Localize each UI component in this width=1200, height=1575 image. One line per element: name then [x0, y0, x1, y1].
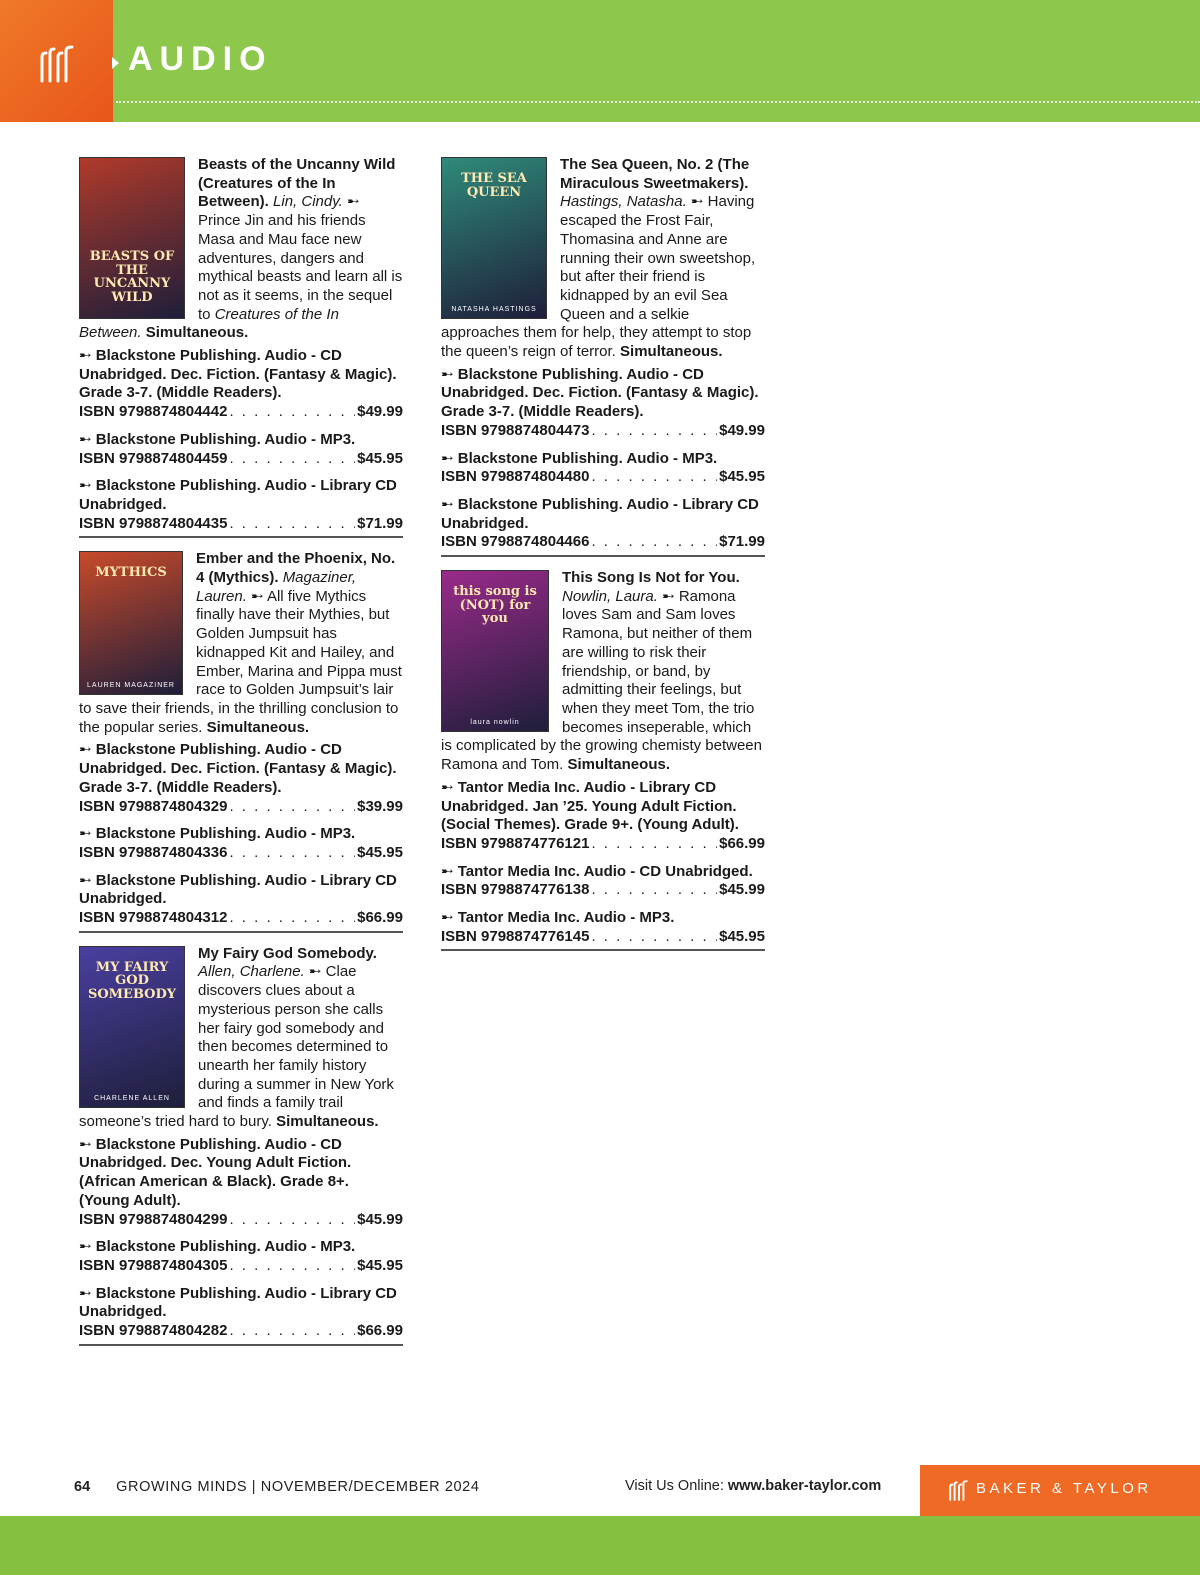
isbn-row	[441, 533, 765, 552]
price: $66.99	[719, 834, 765, 852]
isbn-row	[441, 835, 765, 854]
cover-title: this song is (NOT) for you	[453, 584, 537, 627]
visit-label: Visit Us Online:	[625, 1478, 724, 1494]
description-text: Ramona loves Sam and Sam loves Ramona, but neither of them are willing to risk their friendship, or band, by admitting their feelings, but when they meet Tom, the trio becomes inseperable, which is complicated by the growing chemisty between Ramona and Tom.	[441, 587, 762, 774]
description-text: Creatures of the In Between.	[79, 305, 339, 342]
price: $45.95	[357, 843, 403, 861]
isbn-number: ISBN 9798874804282	[79, 1322, 228, 1340]
book-title: Ember and the Phoenix, No. 4 (Mythics).	[196, 550, 396, 587]
arrow-icon: ➸	[251, 587, 264, 605]
dot-leader	[229, 1257, 355, 1276]
price: $45.95	[357, 449, 403, 467]
isbn-row	[79, 1211, 403, 1230]
book-cover-image	[79, 551, 183, 695]
arrow-icon: ➸	[662, 587, 675, 605]
logo-block	[0, 0, 113, 122]
format-publisher: ➸ Blackstone Publishing. Audio - MP3.	[79, 430, 356, 448]
price: $66.99	[357, 1322, 403, 1340]
price: $45.99	[719, 881, 765, 899]
format-publisher: ➸ Tantor Media Inc. Audio - MP3.	[441, 909, 675, 927]
format-listing	[79, 347, 403, 422]
book-title: My Fairy God Somebody.	[198, 944, 377, 962]
isbn-number: ISBN 9798874804442	[79, 403, 228, 421]
footer-publication	[74, 1479, 480, 1495]
format-listing	[79, 872, 403, 928]
isbn-number: ISBN 9798874804480	[441, 468, 590, 486]
book-entry	[79, 156, 403, 538]
book-cover-image	[79, 157, 185, 319]
baker-taylor-logo-icon	[948, 1478, 970, 1502]
isbn-row	[79, 1257, 403, 1276]
book-entry	[79, 550, 403, 932]
cover-title: BEASTS OF THE UNCANNY WILD	[89, 249, 175, 305]
price: $66.99	[357, 909, 403, 927]
format-publisher: ➸ Blackstone Publishing. Audio - Library CD Unabridged.	[79, 1284, 397, 1321]
cover-title: THE SEA QUEEN	[461, 171, 527, 200]
book-cover-image	[441, 570, 549, 732]
format-publisher: ➸ Blackstone Publishing. Audio - Library CD Unabridged.	[79, 477, 397, 513]
book-cover-image	[441, 157, 547, 319]
dot-leader	[591, 468, 717, 487]
dot-leader	[591, 835, 717, 854]
isbn-row	[441, 468, 765, 487]
cover-author: LAUREN MAGAZINER	[87, 682, 175, 690]
dot-leader	[229, 909, 355, 928]
book-author: Magaziner, Lauren.	[196, 569, 357, 605]
format-listing	[441, 496, 765, 552]
isbn-number: ISBN 9798874776138	[441, 881, 590, 899]
price: $45.95	[719, 468, 765, 486]
format-publisher: ➸ Tantor Media Inc. Audio - CD Unabridged.	[441, 862, 753, 880]
dot-leader	[229, 1322, 355, 1341]
baker-taylor-logo-icon	[38, 43, 78, 83]
dot-leader	[229, 844, 355, 863]
website-link[interactable]: www.baker-taylor.com	[727, 1478, 882, 1494]
book-description	[79, 550, 403, 737]
format-publisher: ➸ Blackstone Publishing. Audio - Library CD Unabridged.	[79, 871, 397, 908]
price: $71.99	[357, 514, 403, 532]
isbn-row	[79, 798, 403, 817]
format-publisher: ➸ Blackstone Publishing. Audio - CD Unabridged. Dec. Fiction. (Fantasy & Magic). Grade 3-7. (Middle Readers).	[79, 347, 397, 402]
dot-leader	[591, 881, 717, 900]
cover-title: MY FAIRY GOD SOMEBODY	[87, 959, 177, 1002]
simultaneous-label: Simultaneous.	[145, 324, 249, 342]
isbn-number: ISBN 9798874804466	[441, 533, 590, 551]
isbn-row	[79, 844, 403, 863]
simultaneous-label: Simultaneous.	[567, 756, 670, 774]
dot-leader	[229, 798, 355, 817]
isbn-row	[79, 450, 403, 469]
price: $45.95	[719, 927, 765, 945]
book-author: Nowlin, Laura.	[562, 587, 658, 605]
simultaneous-label: Simultaneous.	[276, 1113, 379, 1131]
format-listing	[79, 741, 403, 816]
brand-name: BAKER & TAYLOR	[976, 1480, 1152, 1497]
format-publisher: ➸ Blackstone Publishing. Audio - MP3.	[79, 825, 356, 843]
format-listing	[441, 366, 765, 441]
book-cover-image	[79, 946, 185, 1108]
format-listing	[79, 1238, 403, 1275]
book-description	[79, 156, 403, 343]
book-title: Beasts of the Uncanny Wild (Creatures of the In Between).	[198, 156, 396, 211]
format-publisher: ➸ Blackstone Publishing. Audio - MP3.	[79, 1238, 356, 1256]
dot-leader	[591, 533, 717, 552]
right-column	[441, 156, 765, 963]
format-listing	[441, 450, 765, 487]
isbn-row	[79, 909, 403, 928]
format-publisher: ➸ Blackstone Publishing. Audio - CD Unabridged. Dec. Young Adult Fiction. (African American & Black). Grade 8+. (Young Adult).	[79, 1135, 352, 1209]
description-text: All five Mythics finally have their Mythies, but Golden Jumpsuit has kidnapped Kit and Hailey, and Ember, Marina and Pippa must race to Golden Jumpsuit’s lair to save their friends, in the thrilling conclusion to the popular series.	[79, 587, 402, 736]
book-title: This Song Is Not for You.	[562, 569, 740, 587]
arrow-icon: ➸	[690, 193, 704, 211]
price: $71.99	[719, 533, 765, 551]
section-title: AUDIO	[128, 40, 273, 78]
dot-leader	[591, 928, 717, 947]
cover-author: CHARLENE ALLEN	[94, 1094, 170, 1102]
footer-brand-block	[920, 1465, 1200, 1516]
left-column	[79, 156, 403, 1358]
dot-leader	[229, 1211, 355, 1230]
isbn-row	[79, 1322, 403, 1341]
format-listing	[441, 909, 765, 946]
book-author: Hastings, Natasha.	[560, 193, 687, 211]
isbn-row	[79, 403, 403, 422]
price: $45.95	[357, 1256, 403, 1274]
format-listing	[79, 1136, 403, 1230]
header-arrow-icon	[112, 57, 119, 69]
book-entry	[79, 945, 403, 1346]
bottom-green-bar	[0, 1516, 1200, 1575]
isbn-number: ISBN 9798874804473	[441, 421, 590, 439]
isbn-number: ISBN 9798874804435	[79, 514, 228, 532]
simultaneous-label: Simultaneous.	[206, 718, 310, 736]
format-publisher: ➸ Blackstone Publishing. Audio - CD Unabridged. Dec. Fiction. (Fantasy & Magic). Grade 3-7. (Middle Readers).	[79, 741, 397, 796]
dot-leader	[591, 422, 717, 441]
dot-leader	[229, 403, 355, 422]
book-title: The Sea Queen, No. 2 (The Miraculous Sweetmakers).	[560, 156, 750, 192]
isbn-row	[441, 422, 765, 441]
book-description	[441, 156, 765, 362]
arrow-icon: ➸	[346, 193, 360, 211]
description-text: Having escaped the Frost Fair, Thomasina and Anne are running their own sweetshop, but after their friend is kidnapped by an evil Sea Queen and a selkie approaches them for help, they attempt to stop the queen’s reign of terror.	[441, 193, 756, 361]
book-author: Allen, Charlene.	[198, 963, 305, 981]
price: $39.99	[357, 797, 403, 815]
simultaneous-label: Simultaneous.	[620, 343, 723, 361]
isbn-row	[79, 515, 403, 534]
section-header	[0, 0, 1200, 122]
format-publisher: ➸ Blackstone Publishing. Audio - MP3.	[441, 449, 718, 467]
format-publisher: ➸ Tantor Media Inc. Audio - Library CD Unabridged. Jan ’25. Young Adult Fiction. (Social Themes). Grade 9+. (Young Adult).	[441, 778, 739, 834]
isbn-row	[441, 928, 765, 947]
footer-visit	[625, 1478, 881, 1494]
header-dotted-rule	[116, 101, 1200, 103]
cover-title: MYTHICS	[95, 565, 167, 581]
format-listing	[441, 863, 765, 900]
price: $45.99	[357, 1210, 403, 1228]
dot-leader	[229, 515, 355, 534]
format-listing	[79, 825, 403, 862]
book-entry	[441, 569, 765, 951]
book-description	[441, 569, 765, 775]
format-listing	[79, 477, 403, 533]
isbn-number: ISBN 9798874804305	[79, 1256, 228, 1274]
isbn-number: ISBN 9798874804336	[79, 843, 228, 861]
isbn-number: ISBN 9798874804312	[79, 909, 228, 927]
description-text: Clae discovers clues about a mysterious person she calls her fairy god somebody and then becomes determined to unearth her family history during a summer in New York and finds a family trail someone’s tried hard to bury.	[79, 963, 394, 1131]
page-number: 64	[74, 1479, 91, 1495]
book-author: Lin, Cindy.	[273, 193, 343, 211]
isbn-number: ISBN 9798874804459	[79, 449, 228, 467]
cover-author: laura nowlin	[470, 719, 520, 727]
format-listing	[441, 779, 765, 854]
book-description	[79, 945, 403, 1132]
dot-leader	[229, 450, 355, 469]
isbn-number: ISBN 9798874804329	[79, 797, 228, 815]
isbn-number: ISBN 9798874776121	[441, 834, 590, 852]
arrow-icon: ➸	[308, 963, 322, 981]
isbn-row	[441, 881, 765, 900]
format-publisher: ➸ Blackstone Publishing. Audio - CD Unabridged. Dec. Fiction. (Fantasy & Magic). Grade 3-7. (Middle Readers).	[441, 365, 759, 421]
price: $49.99	[719, 421, 765, 439]
isbn-number: ISBN 9798874804299	[79, 1210, 228, 1228]
book-entry	[441, 156, 765, 557]
cover-author: NATASHA HASTINGS	[451, 306, 537, 313]
description-text: Prince Jin and his friends Masa and Mau face new adventures, dangers and mythical beasts and learn all is not as it seems, in the sequel to	[198, 212, 403, 323]
publication-name: GROWING MINDS | NOVEMBER/DECEMBER 2024	[116, 1479, 480, 1495]
format-publisher: ➸ Blackstone Publishing. Audio - Library CD Unabridged.	[441, 495, 759, 532]
format-listing	[79, 431, 403, 468]
format-listing	[79, 1285, 403, 1341]
isbn-number: ISBN 9798874776145	[441, 927, 590, 945]
price: $49.99	[357, 403, 403, 421]
